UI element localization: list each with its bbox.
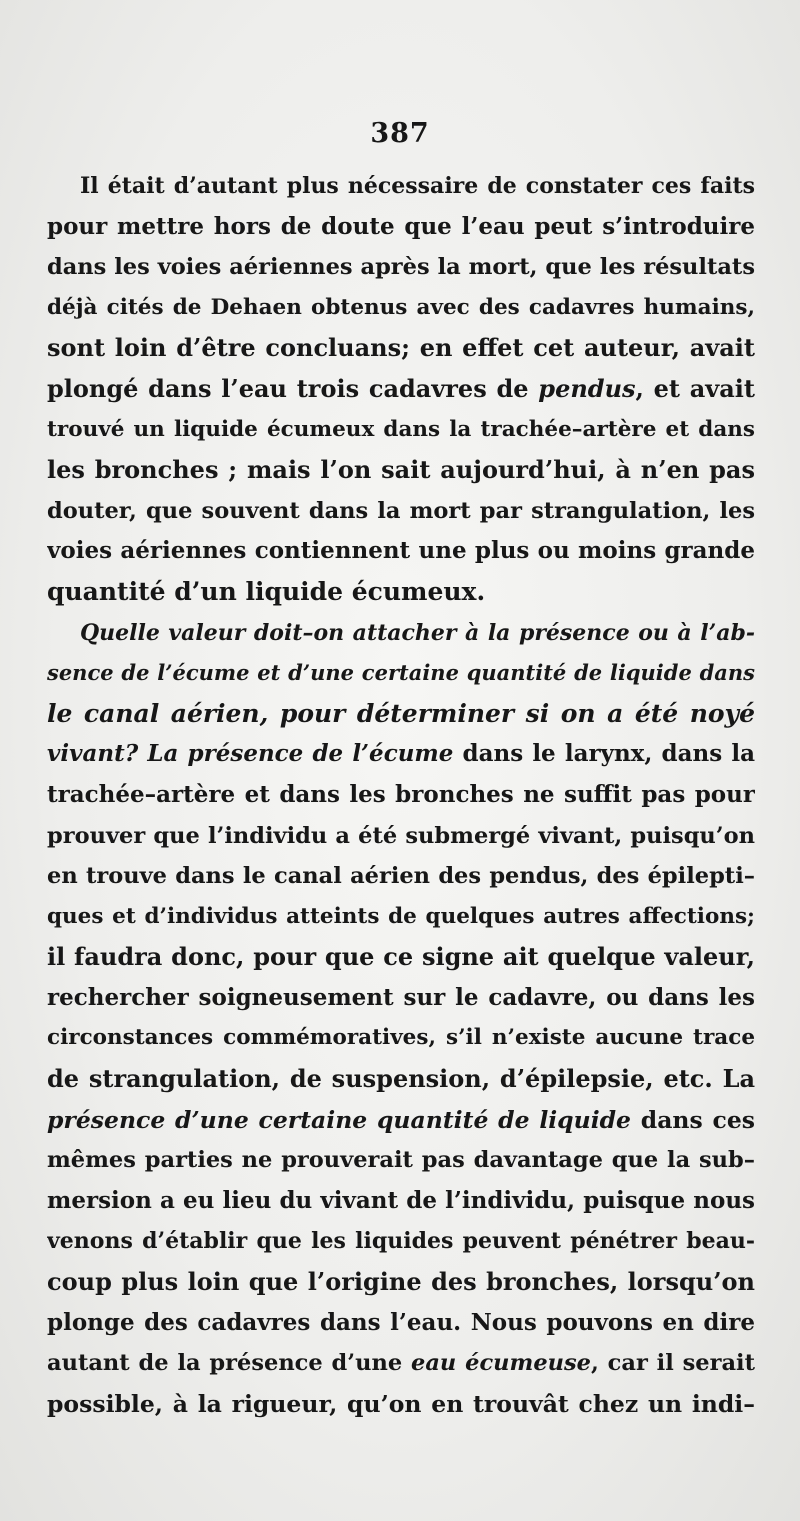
italic-text: vivant? La présence de l’écume [47,740,454,768]
text-segment: douter, que souvent dans la mort par strangulation, les [47,497,755,524]
text-line [47,1221,755,1262]
text-line [47,978,755,1019]
text-segment: quantité d’un liquide écumeux. [47,576,486,606]
text-segment: Il était d’autant plus nécessaire de constater ces faits [80,173,755,199]
text-segment: possible, à la rigueur, qu’on en trouvât chez un indi– [47,1389,755,1418]
text-line [47,1018,755,1059]
text-segment: sont loin d’être concluans; en effet cet auteur, avait [47,333,755,363]
text-segment: plonge des cadavres dans l’eau. Nous pouvons en dire [47,1308,755,1336]
text-line [47,694,755,735]
text-line [47,1343,755,1384]
text-line [47,572,755,613]
text-line [47,1262,755,1303]
text-line [47,1100,755,1141]
text-segment: autant de la présence d’une [47,1350,412,1377]
text-line [47,897,755,938]
text-line [47,491,755,532]
text-segment: les bronches ; mais l’on sait aujourd’hui, à n’en pas [47,455,755,485]
text-line [47,328,755,369]
text-line [47,937,755,978]
page-number: 387 [370,118,430,149]
text-segment: rechercher soigneusement sur le cadavre, ou dans les [47,983,755,1011]
text-segment: mêmes parties ne prouverait pas davantage que la sub– [47,1147,755,1174]
text-segment: il faudra donc, pour que ce signe ait quelque valeur, [47,942,755,972]
text-segment: prouver que l’individu a été submergé vivant, puisqu’on [47,822,755,849]
text-segment: en trouve dans le canal aérien des pendus, des épilepti– [47,863,755,890]
text-line [47,1384,755,1425]
text-line [47,1181,755,1222]
italic-text: eau écumeuse [411,1350,591,1377]
text-segment: circonstances commémoratives, s’il n’existe aucune trace [47,1025,755,1051]
text-line [47,816,755,857]
text-line [47,166,755,207]
text-line [47,1303,755,1344]
text-line [47,1140,755,1181]
text-segment: dans le larynx, dans la [453,740,755,768]
body-text [47,166,755,1424]
text-line [47,288,755,329]
italic-text: présence d’une certaine quantité de liquide [47,1105,632,1134]
text-segment: de strangulation, de suspension, d’épilepsie, etc. La [47,1064,755,1094]
text-line [47,613,755,654]
text-line [47,410,755,451]
text-line [47,369,755,410]
text-segment: plongé dans l’eau trois cadavres de [47,373,539,403]
text-segment: dans les voies aériennes après la mort, que les résultats [47,254,755,281]
text-segment: ques et d’individus atteints de quelques autres affections; [47,903,755,929]
text-line [47,207,755,248]
text-line [47,247,755,288]
text-line [47,1059,755,1100]
text-segment: , et avait [635,373,755,403]
text-segment: voies aériennes contiennent une plus ou moins grande [47,537,755,565]
italic-text: le canal aérien, pour déterminer si on a été noyé [47,698,755,728]
text-line [47,856,755,897]
text-segment: coup plus loin que l’origine des bronches, lorsqu’on [47,1267,755,1297]
text-segment: trouvé un liquide écumeux dans la trachée–artère et dans [47,416,755,442]
text-line [47,531,755,572]
text-line [47,734,755,775]
text-line [47,775,755,816]
italic-text: sence de l’écume et d’une certaine quantité de liquide dans [47,660,755,686]
text-segment: trachée–artère et dans les bronches ne suffit pas pour [47,780,755,808]
text-line [47,653,755,694]
text-segment: , car il serait [590,1350,755,1377]
italic-text: Quelle valeur doit–on attacher à la présence ou à l’ab- [80,619,755,646]
text-segment: venons d’établir que les liquides peuvent pénétrer beau- [47,1228,755,1255]
italic-text: pendus [538,373,636,403]
text-segment: pour mettre hors de doute que l’eau peut s’introduire [47,212,755,240]
text-line [47,450,755,491]
text-segment: déjà cités de Dehaen obtenus avec des cadavres humains, [47,294,755,320]
text-segment: mersion a eu lieu du vivant de l’individu, puisque nous [47,1186,755,1214]
text-segment: dans ces [631,1105,755,1134]
